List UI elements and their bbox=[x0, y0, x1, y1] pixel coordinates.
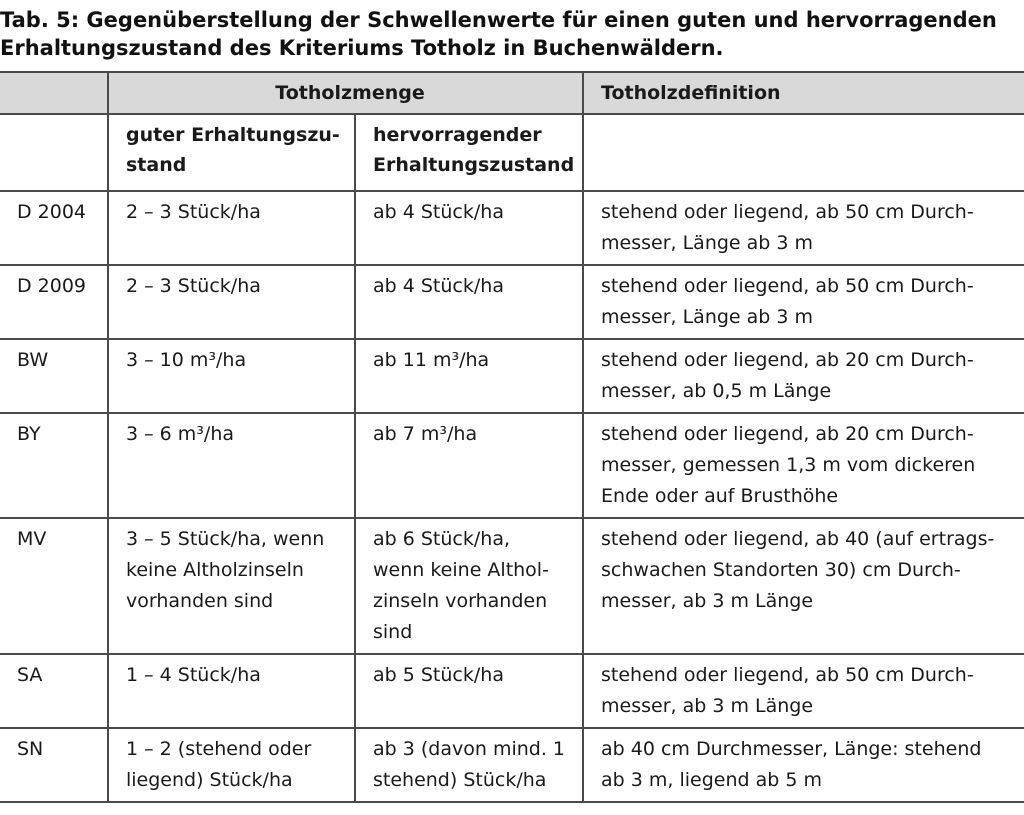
definition-cell: stehend oder liegend, ab 40 (auf ertrags- schwachen Standorten 30) cm Durch- messer, ab 3 m Länge bbox=[583, 518, 1024, 654]
good-state-cell: 2 – 3 Stück/ha bbox=[108, 265, 355, 339]
good-state-cell: 3 – 10 m³/ha bbox=[108, 339, 355, 413]
table-row bbox=[0, 654, 1024, 728]
definition-cell: stehend oder liegend, ab 20 cm Durch- messer, ab 0,5 m Länge bbox=[583, 339, 1024, 413]
region-cell: MV bbox=[0, 518, 108, 654]
header-row-sub bbox=[0, 114, 1024, 191]
subheader-empty-region bbox=[0, 114, 108, 191]
definition-cell: stehend oder liegend, ab 50 cm Durch- messer, Länge ab 3 m bbox=[583, 265, 1024, 339]
excellent-state-cell: ab 5 Stück/ha bbox=[355, 654, 583, 728]
good-state-cell: 1 – 2 (stehend oder liegend) Stück/ha bbox=[108, 728, 355, 802]
definition-cell: stehend oder liegend, ab 50 cm Durch- messer, Länge ab 3 m bbox=[583, 191, 1024, 265]
region-cell: SA bbox=[0, 654, 108, 728]
table-body bbox=[0, 191, 1024, 802]
header-row-main bbox=[0, 72, 1024, 114]
good-state-cell: 2 – 3 Stück/ha bbox=[108, 191, 355, 265]
subheader-good-state: guter Erhaltungszu- stand bbox=[108, 114, 355, 191]
region-cell: D 2009 bbox=[0, 265, 108, 339]
table-row bbox=[0, 728, 1024, 802]
excellent-state-cell: ab 4 Stück/ha bbox=[355, 265, 583, 339]
excellent-state-cell: ab 6 Stück/ha, wenn keine Althol- zinseln vorhanden sind bbox=[355, 518, 583, 654]
good-state-cell: 1 – 4 Stück/ha bbox=[108, 654, 355, 728]
table-row bbox=[0, 191, 1024, 265]
region-cell: D 2004 bbox=[0, 191, 108, 265]
region-cell: BW bbox=[0, 339, 108, 413]
header-deadwood-amount: Totholzmenge bbox=[108, 72, 583, 114]
definition-cell: ab 40 cm Durchmesser, Länge: stehend ab 3 m, liegend ab 5 m bbox=[583, 728, 1024, 802]
region-cell: BY bbox=[0, 413, 108, 518]
region-cell: SN bbox=[0, 728, 108, 802]
deadwood-threshold-table bbox=[0, 71, 1024, 803]
definition-cell: stehend oder liegend, ab 20 cm Durch- messer, gemessen 1,3 m vom dickeren Ende oder auf Brusthöhe bbox=[583, 413, 1024, 518]
subheader-empty-definition bbox=[583, 114, 1024, 191]
excellent-state-cell: ab 11 m³/ha bbox=[355, 339, 583, 413]
excellent-state-cell: ab 7 m³/ha bbox=[355, 413, 583, 518]
definition-cell: stehend oder liegend, ab 50 cm Durch- messer, ab 3 m Länge bbox=[583, 654, 1024, 728]
table-caption: Tab. 5: Gegenüberstellung der Schwellenwerte für einen guten und hervorragenden Erhaltungszustand des Kriteriums Totholz in Buchenwäldern. bbox=[0, 8, 997, 60]
excellent-state-cell: ab 4 Stück/ha bbox=[355, 191, 583, 265]
subheader-excellent-state: hervorragender Erhaltungszustand bbox=[355, 114, 583, 191]
table-row bbox=[0, 413, 1024, 518]
excellent-state-cell: ab 3 (davon mind. 1 stehend) Stück/ha bbox=[355, 728, 583, 802]
good-state-cell: 3 – 5 Stück/ha, wenn keine Altholzinseln vorhanden sind bbox=[108, 518, 355, 654]
table-row bbox=[0, 518, 1024, 654]
good-state-cell: 3 – 6 m³/ha bbox=[108, 413, 355, 518]
table-row bbox=[0, 265, 1024, 339]
header-deadwood-definition: Totholzdefinition bbox=[583, 72, 1024, 114]
table-row bbox=[0, 339, 1024, 413]
header-region-cell bbox=[0, 72, 108, 114]
